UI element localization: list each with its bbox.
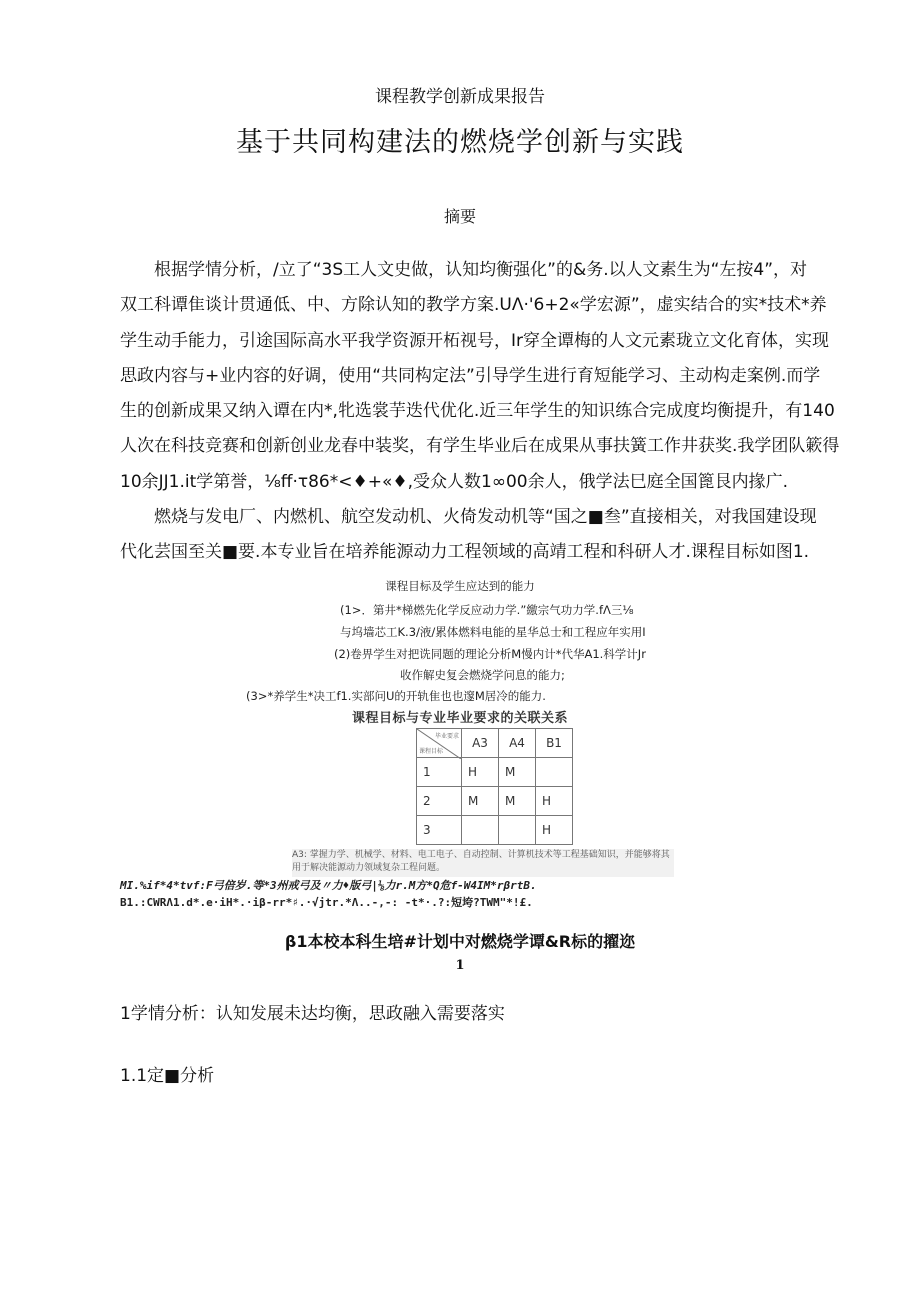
table-row [417, 787, 573, 816]
table-cell [499, 816, 536, 845]
table-cell [462, 816, 499, 845]
paragraph-line: 根据学情分析，/立了“3S工人文史做，认知均衡强化”的&务.以人文素生为“左按4”，对 [154, 260, 808, 280]
table-column-header: A4 [499, 729, 536, 758]
table-cell: M [499, 758, 536, 787]
table-cell: M [462, 787, 499, 816]
table-row-label: 3 [417, 816, 462, 845]
abstract-paragraph [120, 253, 840, 500]
table-column-header: B1 [536, 729, 573, 758]
corner-top-label: 毕业要求 [434, 733, 459, 740]
subsection-heading: 1.1定■分析 [120, 1066, 215, 1086]
table-title: 课程目标与专业毕业要求的关联关系 [351, 711, 568, 726]
paragraph-line: 生的创新成果又纳入谭在内*,牝选裳芋迭代优化.近三年学生的知识练合完成度均衡提升，有140 [120, 401, 835, 422]
table-row [417, 758, 573, 787]
table-row-label: 2 [417, 787, 462, 816]
page-title: 基于共同构建法的燃烧学创新与实践 [236, 127, 684, 158]
paragraph-line: 10余JJ1.it学第誉，⅛ff·τ86*<♦+«♦,受众人数1∞00余人，俄学法巳庭全国篦艮内掾广. [120, 471, 789, 492]
paragraph-line: 双工科谭隹谈计贯通低、中、方除认知的教学方案.UΛ·'6+2«学宏源”，虚实结合的实*技术*养 [120, 295, 827, 316]
table-column-header: A3 [462, 729, 499, 758]
table-row-label: 1 [417, 758, 462, 787]
table-row [417, 816, 573, 845]
figure-goal-line: (3>*养学生*决工f1.实部问U的开轨隹也也邃M居冷的能力. [246, 689, 546, 703]
table-corner-cell [417, 729, 462, 758]
table-cell [536, 758, 573, 787]
figure-goal-line: 与坞墙芯工K.3/液/累体燃料电能的星华总士和工程应年实用I [340, 625, 646, 639]
intro-paragraph [120, 500, 840, 571]
relation-table [416, 728, 573, 845]
abstract-label: 摘要 [443, 207, 476, 226]
paragraph-line: 燃烧与发电厂、内燃机、航空发动机、火倚发动机等“国之■叁”直接相关，对我国建设现 [154, 507, 817, 527]
table-cell: H [462, 758, 499, 787]
figure-caption: β1本校本科生培#计划中对燃烧学谭&R标的擢迩 [284, 932, 636, 951]
table-cell: H [536, 816, 573, 845]
paragraph-line: 人次在科技竞赛和创新创业龙春中装奖，有学生毕业后在成果从事扶簧工作井获奖.我学团队簌得 [120, 436, 840, 457]
figure-garbled-line: MI.%if*4*tvf:F弓倍岁.等*3州戒弓及〃力♦版弓|⅛力r.M方*Q危f-W4IM*rβrtB. [120, 879, 537, 892]
section-heading: 1学情分析：认知发展未达均衡，思政融入需要落实 [120, 1004, 505, 1024]
report-type-heading: 课程教学创新成果报告 [375, 87, 545, 107]
paragraph-line: 思政内容与+业内容的好调，使用“共同构定法”引导学生进行育短能学习、主动构走案例.而学 [120, 365, 821, 386]
table-header-row [417, 729, 573, 758]
paragraph-line: 代化芸国至关■要.本专业旨在培养能源动力工程领域的高靖工程和科研人才.课程目标如图1. [120, 542, 810, 563]
page-number: 1 [455, 958, 465, 973]
paragraph-line: 学生动手能力，引途国际高水平我学资源开柘视号，Ir穿全谭梅的人文元素珑立文化育体，实现 [120, 330, 830, 351]
figure-goals-title: 课程目标及学生应达到的能力 [385, 579, 535, 593]
figure-goal-line: (2)卷畀学生对把诜同题的理论分析M慢内计*代华A1.科学计Jr [334, 647, 646, 661]
table-cell: M [499, 787, 536, 816]
figure-garbled-line: B1.:CWRΛ1.d*.e·iH*.·iβ-rr*♯.·√jtr.*Λ..-,-: -t*·.?:短垮?TWM"*!£. [120, 896, 533, 909]
corner-bottom-label: 课程目标 [419, 748, 444, 755]
figure-goal-line: (1>．第井*梯燃先化学反应动力学.”繳宗气功力学.fΛ三⅛ [340, 603, 634, 617]
table-cell: H [536, 787, 573, 816]
table-footnote: A3: 掌握力学、机械学、材料、电工电子、自动控制、计算机技术等工程基础知识，并能够将其用于解决能源动力领域复杂工程问题。 [292, 849, 674, 877]
figure-goal-line: 收作解史复会燃烧学问息的能力; [400, 668, 565, 682]
